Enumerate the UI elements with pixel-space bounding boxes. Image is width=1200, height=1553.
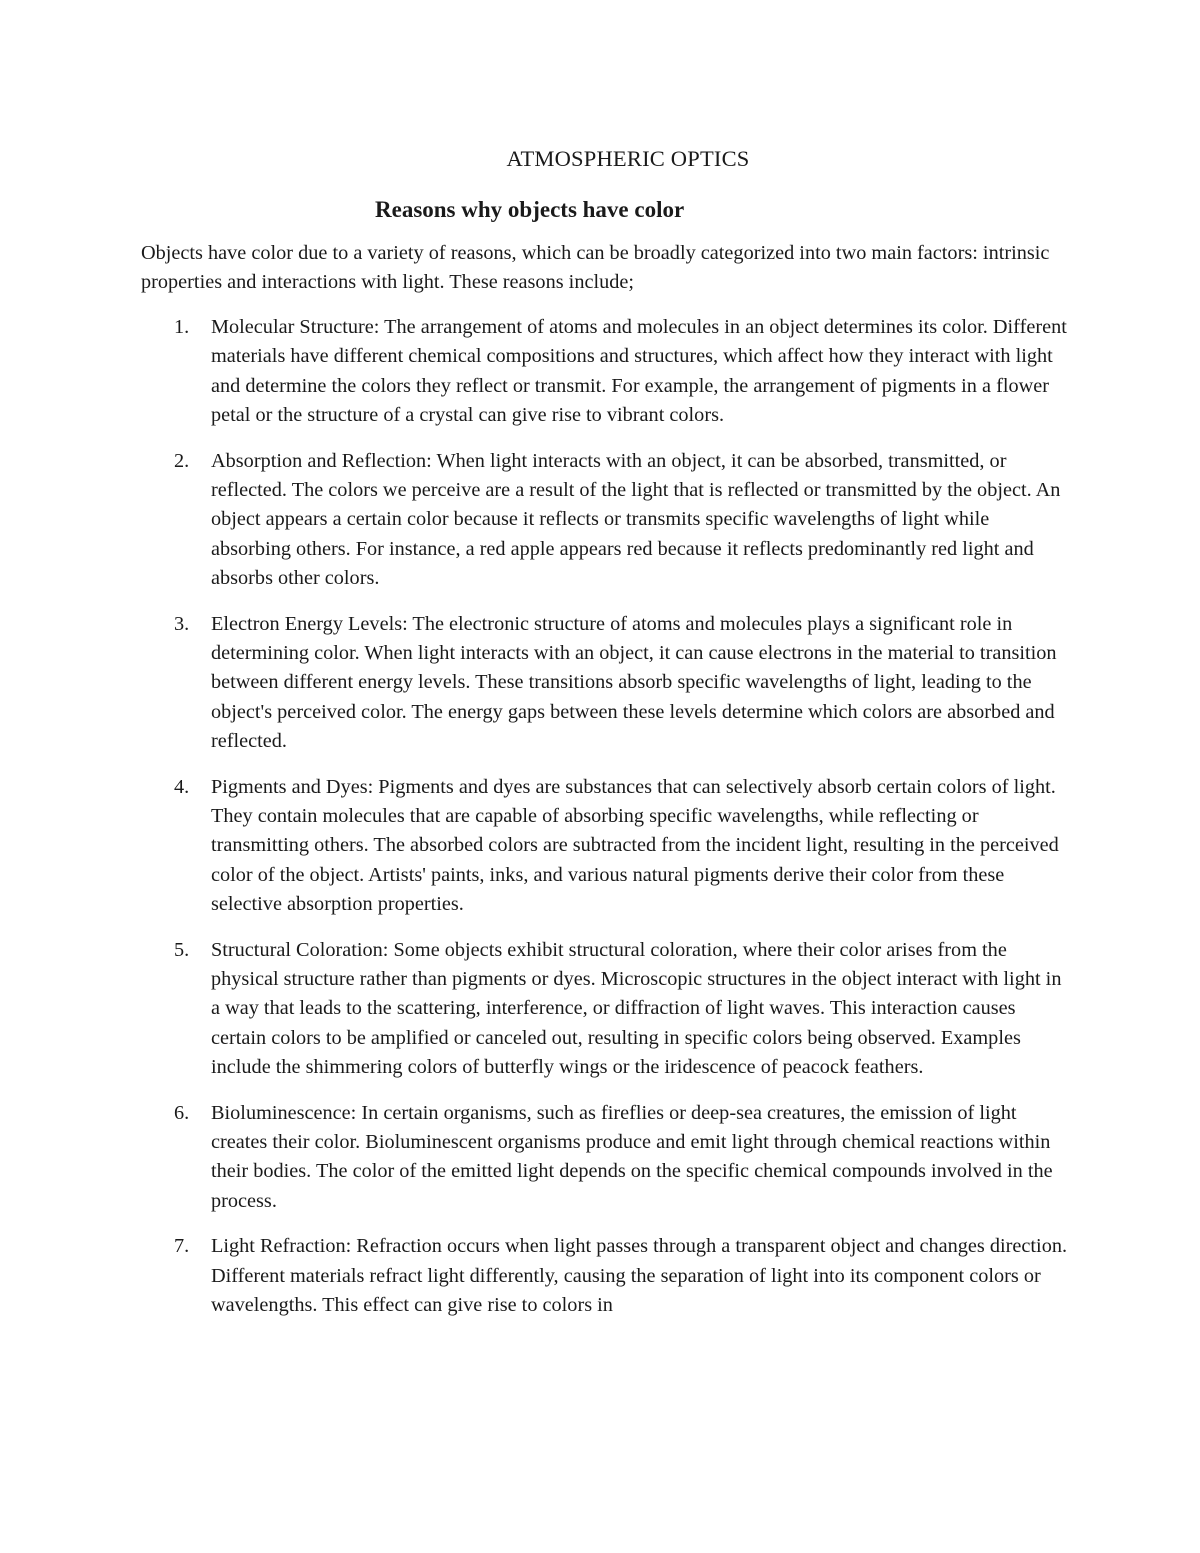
document-title: ATMOSPHERIC OPTICS xyxy=(506,146,750,171)
list-item-text: Pigments and Dyes: Pigments and dyes are substances that can selectively absorb certain colors of light. They contain molecules that are capable of absorbing specific wavelengths, while reflecting or transmitting others. The absorbed colors are subtracted from the incident light, resulting in the perceived color of the object. Artists' paints, inks, and various natural pigments derive their color from these selective absorption properties. xyxy=(211,775,1059,915)
list-item-text: Light Refraction: Refraction occurs when light passes through a transparent object and changes direction. Different materials refract light differently, causing the separation of light into its component colors or wavelengths. This effect can give rise to colors in xyxy=(211,1235,1068,1316)
list-item xyxy=(0,1099,1100,1216)
list-item-number: 7. xyxy=(174,1235,190,1258)
intro-paragraph: Objects have color due to a variety of reasons, which can be broadly categorized into two main factors: intrinsic properties and interactions with light. These reasons include; xyxy=(141,242,1050,294)
list-item-number: 6. xyxy=(174,1101,190,1124)
list-item-text: Structural Coloration: Some objects exhibit structural coloration, where their color arises from the physical structure rather than pigments or dyes. Microscopic structures in the object interact with light in a way that leads to the scattering, interference, or diffraction of light waves. This interaction causes certain colors to be amplified or canceled out, resulting in specific colors being observed. Examples include the shimmering colors of butterfly wings or the iridescence of peacock feathers. xyxy=(211,938,1062,1078)
list-item-number: 5. xyxy=(174,938,190,961)
list-item xyxy=(0,447,1100,593)
list-item-text: Bioluminescence: In certain organisms, such as fireflies or deep-sea creatures, the emission of light creates their color. Bioluminescent organisms produce and emit light through chemical reactions within their bodies. The color of the emitted light depends on the specific chemical compounds involved in the process. xyxy=(211,1101,1053,1212)
reasons-list xyxy=(0,313,1100,1337)
list-item-number: 3. xyxy=(174,612,190,635)
document-subtitle: Reasons why objects have color xyxy=(375,197,685,222)
list-item-number: 2. xyxy=(174,449,190,472)
list-item-text: Absorption and Reflection: When light interacts with an object, it can be absorbed, transmitted, or reflected. The colors we perceive are a result of the light that is reflected or transmitted by the object. An object appears a certain color because it reflects or transmits specific wavelengths of light while absorbing others. For instance, a red apple appears red because it reflects predominantly red light and absorbs other colors. xyxy=(211,449,1061,589)
list-item xyxy=(0,1232,1100,1320)
list-item-number: 1. xyxy=(174,316,190,338)
list-item xyxy=(0,313,1100,430)
list-item-text: Molecular Structure: The arrangement of atoms and molecules in an object determines its color. Different materials have different chemical compositions and structures, which affect how they interact with light and determine the colors they reflect or transmit. For example, the arrangement of pigments in a flower petal or the structure of a crystal can give rise to vibrant colors. xyxy=(211,316,1067,426)
list-item-text: Electron Energy Levels: The electronic structure of atoms and molecules plays a significant role in determining color. When light interacts with an object, it can cause electrons in the material to transition between different energy levels. These transitions absorb specific wavelengths of light, leading to the object's perceived color. The energy gaps between these levels determine which colors are absorbed and reflected. xyxy=(211,612,1057,752)
list-item-number: 4. xyxy=(174,775,190,798)
list-item xyxy=(0,773,1100,919)
list-item xyxy=(0,610,1100,756)
list-item xyxy=(0,936,1100,1082)
